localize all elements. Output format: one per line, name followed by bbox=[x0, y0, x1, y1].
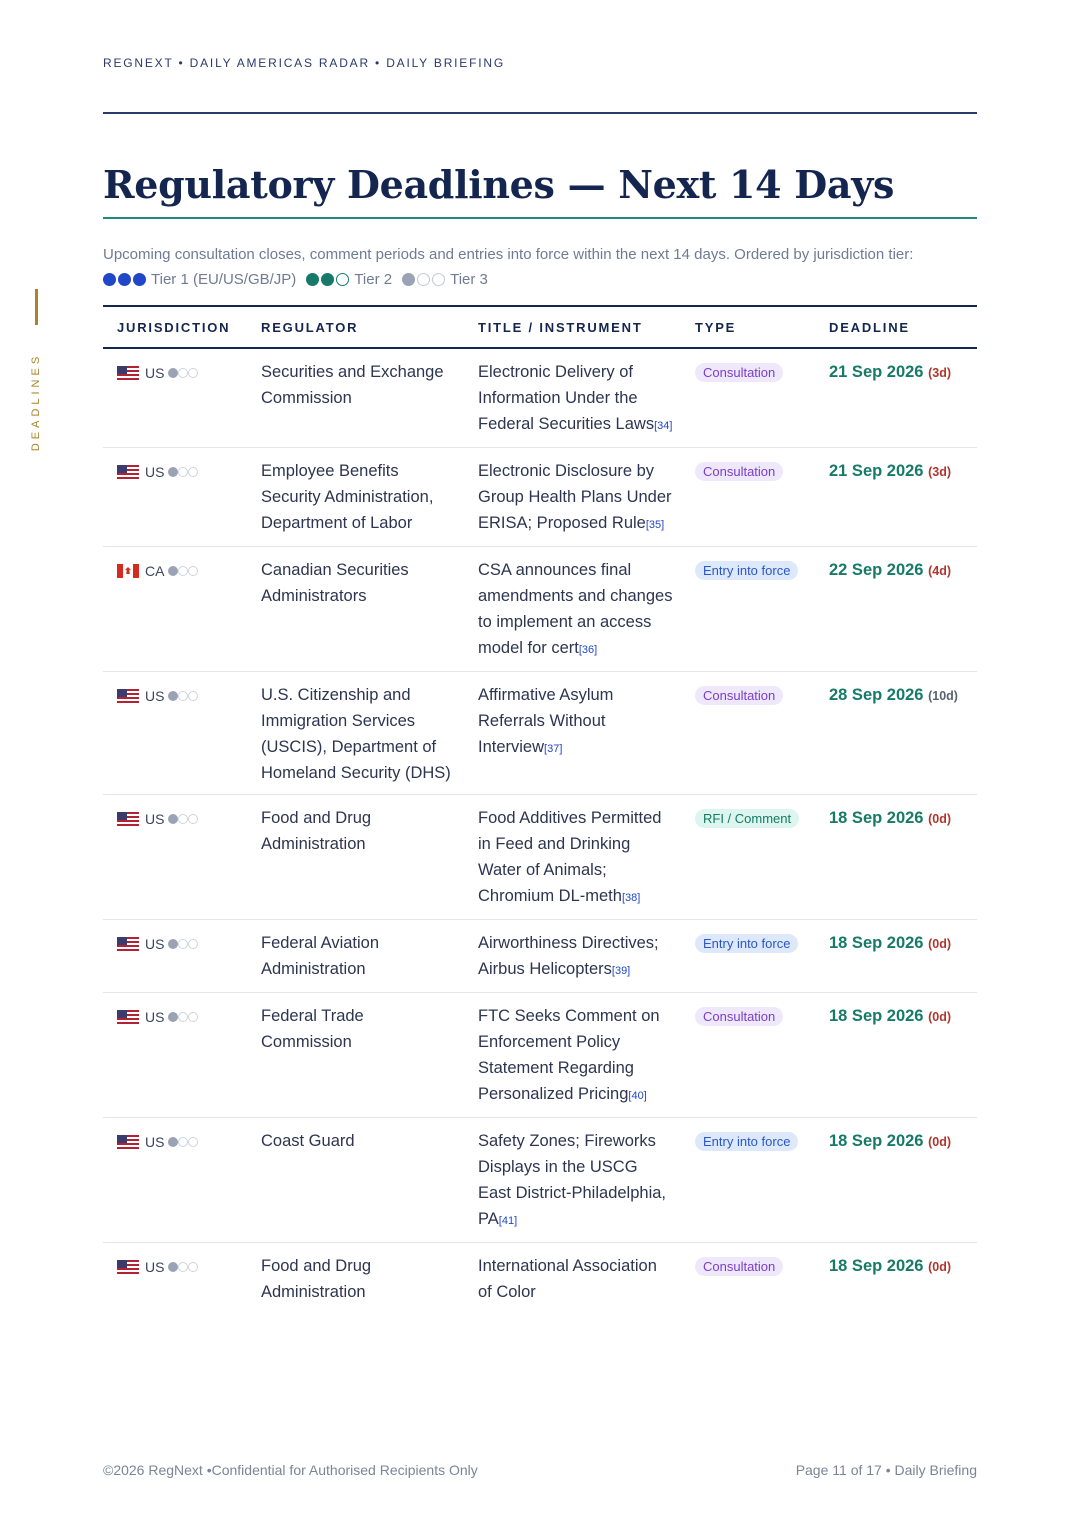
reference-link[interactable]: [41] bbox=[498, 1215, 518, 1227]
us-flag-icon bbox=[117, 689, 139, 703]
jurisdiction-code: US bbox=[145, 811, 165, 827]
tier3-dots-icon bbox=[402, 273, 447, 286]
regulator-cell: Federal Trade Commission bbox=[247, 993, 464, 1118]
us-flag-icon bbox=[117, 812, 139, 826]
regulator-cell: Securities and Exchange Commission bbox=[247, 348, 464, 448]
table-row[interactable] bbox=[103, 795, 977, 920]
tier3-dots-icon bbox=[168, 939, 198, 949]
jurisdiction-code: CA bbox=[145, 563, 165, 579]
tier3-dots-icon bbox=[168, 1137, 198, 1147]
regulator-cell: Food and Drug Administration bbox=[261, 1257, 372, 1301]
title-cell bbox=[464, 348, 681, 448]
type-cell bbox=[681, 672, 815, 795]
deadline-date: 28 Sep 2026 bbox=[829, 686, 924, 704]
regulator-cell: Employee Benefits Security Administration, Department of Labor bbox=[247, 448, 464, 547]
deadline-date: 18 Sep 2026 bbox=[829, 809, 924, 827]
tier-legend bbox=[103, 267, 977, 292]
regulator-cell: Federal Aviation Administration bbox=[247, 920, 464, 993]
col-deadline-header[interactable]: DEADLINE bbox=[815, 306, 977, 348]
deadline-date: 18 Sep 2026 bbox=[829, 934, 924, 952]
type-cell bbox=[681, 795, 815, 920]
table-row[interactable] bbox=[103, 547, 977, 672]
table-row[interactable] bbox=[103, 1243, 977, 1316]
table-row[interactable] bbox=[103, 920, 977, 993]
days-remaining: (0d) bbox=[928, 812, 952, 826]
us-flag-icon bbox=[117, 366, 139, 380]
jurisdiction-code: US bbox=[145, 1134, 165, 1150]
us-flag-icon bbox=[117, 1135, 139, 1149]
legend-tier3-label: Tier 3 bbox=[450, 271, 488, 288]
intro-text: Upcoming consultation closes, comment periods and entries into force within the next 14 days. Ordered by jurisdiction tier: bbox=[103, 246, 914, 263]
type-badge: Consultation bbox=[695, 686, 783, 705]
jurisdiction-code: US bbox=[145, 1009, 165, 1025]
side-section-label: DEADLINES bbox=[30, 352, 42, 452]
jurisdiction-code: US bbox=[145, 688, 165, 704]
days-remaining: (0d) bbox=[928, 1260, 952, 1274]
us-flag-icon bbox=[117, 1010, 139, 1024]
deadline-cell bbox=[815, 448, 977, 547]
instrument-title: FTC Seeks Comment on Enforcement Policy Statement Regarding Personalized Pricing bbox=[478, 1007, 660, 1103]
type-cell bbox=[681, 448, 815, 547]
page-title: Regulatory Deadlines — Next 14 Days bbox=[103, 162, 895, 207]
title-divider bbox=[103, 217, 977, 219]
deadline-cell bbox=[815, 672, 977, 795]
title-cell bbox=[464, 795, 681, 920]
deadline-date: 21 Sep 2026 bbox=[829, 462, 924, 480]
deadline-date: 18 Sep 2026 bbox=[829, 1132, 924, 1150]
col-type-header[interactable]: TYPE bbox=[681, 306, 815, 348]
instrument-title: International Association of Color bbox=[478, 1257, 657, 1301]
reference-link[interactable]: [40] bbox=[628, 1090, 647, 1102]
instrument-title: Safety Zones; Fireworks Displays in the USCG East District-Philadelphia, PA bbox=[478, 1132, 666, 1228]
days-remaining: (0d) bbox=[928, 1135, 952, 1149]
instrument-title: Electronic Disclosure by Group Health Plans Under ERISA; Proposed Rule bbox=[478, 462, 672, 532]
days-remaining: (3d) bbox=[928, 366, 952, 380]
footer-page-info: Page 11 of 17 • Daily Briefing bbox=[795, 1462, 977, 1478]
deadline-cell bbox=[815, 993, 977, 1118]
type-badge: RFI / Comment bbox=[695, 809, 799, 828]
type-badge: Entry into force bbox=[695, 561, 798, 580]
type-cell bbox=[681, 920, 815, 993]
type-cell bbox=[681, 1243, 815, 1316]
deadline-date: 22 Sep 2026 bbox=[829, 561, 924, 579]
title-cell bbox=[464, 547, 681, 672]
deadline-cell bbox=[815, 547, 977, 672]
title-cell bbox=[464, 1243, 681, 1316]
footer-copyright: ©2026 RegNext •Confidential for Authorised Recipients Only bbox=[103, 1462, 478, 1478]
title-cell bbox=[464, 1118, 681, 1243]
col-jurisdiction-header[interactable]: JURISDICTION bbox=[103, 306, 247, 348]
jurisdiction-code: US bbox=[145, 464, 165, 480]
intro-paragraph bbox=[103, 242, 977, 292]
us-flag-icon bbox=[117, 465, 139, 479]
reference-link[interactable]: [34] bbox=[654, 420, 673, 432]
deadline-cell bbox=[815, 920, 977, 993]
jurisdiction-cell bbox=[103, 547, 247, 672]
tier3-dots-icon bbox=[168, 368, 198, 378]
type-badge: Consultation bbox=[695, 462, 783, 481]
reference-link[interactable]: [37] bbox=[544, 743, 563, 755]
days-remaining: (4d) bbox=[928, 564, 952, 578]
days-remaining: (3d) bbox=[928, 465, 952, 479]
deadline-cell bbox=[815, 348, 977, 448]
title-cell bbox=[464, 448, 681, 547]
jurisdiction-code: US bbox=[145, 1259, 165, 1275]
table-row[interactable] bbox=[103, 993, 977, 1118]
tier1-dots-icon bbox=[103, 273, 148, 286]
type-badge: Entry into force bbox=[695, 1132, 798, 1151]
deadline-cell bbox=[815, 795, 977, 920]
ca-flag-icon bbox=[117, 564, 139, 578]
days-remaining: (0d) bbox=[928, 1010, 952, 1024]
jurisdiction-code: US bbox=[145, 936, 165, 952]
instrument-title: Airworthiness Directives; Airbus Helicopters bbox=[478, 934, 659, 978]
type-badge: Consultation bbox=[695, 1007, 783, 1026]
jurisdiction-code: US bbox=[145, 365, 165, 381]
title-cell bbox=[464, 920, 681, 993]
jurisdiction-cell bbox=[103, 672, 247, 795]
deadlines-table bbox=[103, 305, 977, 1315]
type-cell bbox=[681, 1118, 815, 1243]
table-row[interactable] bbox=[103, 348, 977, 448]
col-title-header[interactable]: TITLE / INSTRUMENT bbox=[464, 306, 681, 348]
tier2-dots-icon bbox=[306, 273, 351, 286]
jurisdiction-cell bbox=[103, 795, 247, 920]
instrument-title: Food Additives Permitted in Feed and Drinking Water of Animals; Chromium DL-meth bbox=[478, 809, 662, 905]
type-badge: Consultation bbox=[695, 1257, 783, 1276]
tier3-dots-icon bbox=[168, 467, 198, 477]
deadline-cell bbox=[815, 1243, 977, 1316]
reference-link[interactable]: [35] bbox=[645, 519, 665, 531]
tier3-dots-icon bbox=[168, 814, 198, 824]
us-flag-icon bbox=[117, 1260, 139, 1274]
table-row[interactable] bbox=[103, 448, 977, 547]
type-cell bbox=[681, 547, 815, 672]
deadline-date: 18 Sep 2026 bbox=[829, 1007, 924, 1025]
title-cell bbox=[464, 672, 681, 795]
regulator-cell: Food and Drug Administration bbox=[247, 795, 464, 920]
instrument-title: CSA announces final amendments and changes to implement an access model for cert bbox=[478, 561, 673, 657]
table-row[interactable] bbox=[103, 672, 977, 795]
us-flag-icon bbox=[117, 937, 139, 951]
header-breadcrumb: REGNEXT • DAILY AMERICAS RADAR • DAILY BRIEFING bbox=[103, 56, 505, 70]
col-regulator-header[interactable]: REGULATOR bbox=[247, 306, 464, 348]
instrument-title: Affirmative Asylum Referrals Without Interview bbox=[478, 686, 614, 756]
days-remaining: (10d) bbox=[928, 689, 958, 703]
deadline-date: 18 Sep 2026 bbox=[829, 1257, 924, 1275]
header-divider bbox=[103, 112, 977, 114]
table-header-row bbox=[103, 306, 977, 348]
jurisdiction-cell bbox=[103, 920, 247, 993]
table-row[interactable] bbox=[103, 1118, 977, 1243]
instrument-title: Electronic Delivery of Information Under the Federal Securities Laws bbox=[478, 363, 655, 433]
jurisdiction-cell bbox=[103, 1243, 247, 1316]
regulator-cell: Coast Guard bbox=[247, 1118, 464, 1243]
jurisdiction-cell bbox=[103, 993, 247, 1118]
tier3-dots-icon bbox=[168, 1012, 198, 1022]
tier3-dots-icon bbox=[168, 691, 198, 701]
regulator-cell: Canadian Securities Administrators bbox=[247, 547, 464, 672]
tier3-dots-icon bbox=[168, 566, 198, 576]
days-remaining: (0d) bbox=[928, 937, 952, 951]
reference-link[interactable]: [36] bbox=[578, 644, 598, 656]
jurisdiction-cell bbox=[103, 348, 247, 448]
reference-link[interactable]: [38] bbox=[621, 892, 641, 904]
deadline-date: 21 Sep 2026 bbox=[829, 363, 924, 381]
legend-tier2-label: Tier 2 bbox=[354, 271, 393, 288]
type-cell bbox=[681, 348, 815, 448]
title-cell bbox=[464, 993, 681, 1118]
type-cell bbox=[681, 993, 815, 1118]
deadline-cell bbox=[815, 1118, 977, 1243]
jurisdiction-cell bbox=[103, 448, 247, 547]
type-badge: Entry into force bbox=[695, 934, 798, 953]
type-badge: Consultation bbox=[695, 363, 783, 382]
tier3-dots-icon bbox=[168, 1262, 198, 1272]
regulator-cell: U.S. Citizenship and Immigration Services (USCIS), Department of Homeland Security (DHS) bbox=[247, 672, 464, 795]
side-accent-bar bbox=[35, 289, 38, 325]
jurisdiction-cell bbox=[103, 1118, 247, 1243]
legend-tier1-label: Tier 1 (EU/US/GB/JP) bbox=[151, 271, 297, 288]
reference-link[interactable]: [39] bbox=[611, 965, 631, 977]
